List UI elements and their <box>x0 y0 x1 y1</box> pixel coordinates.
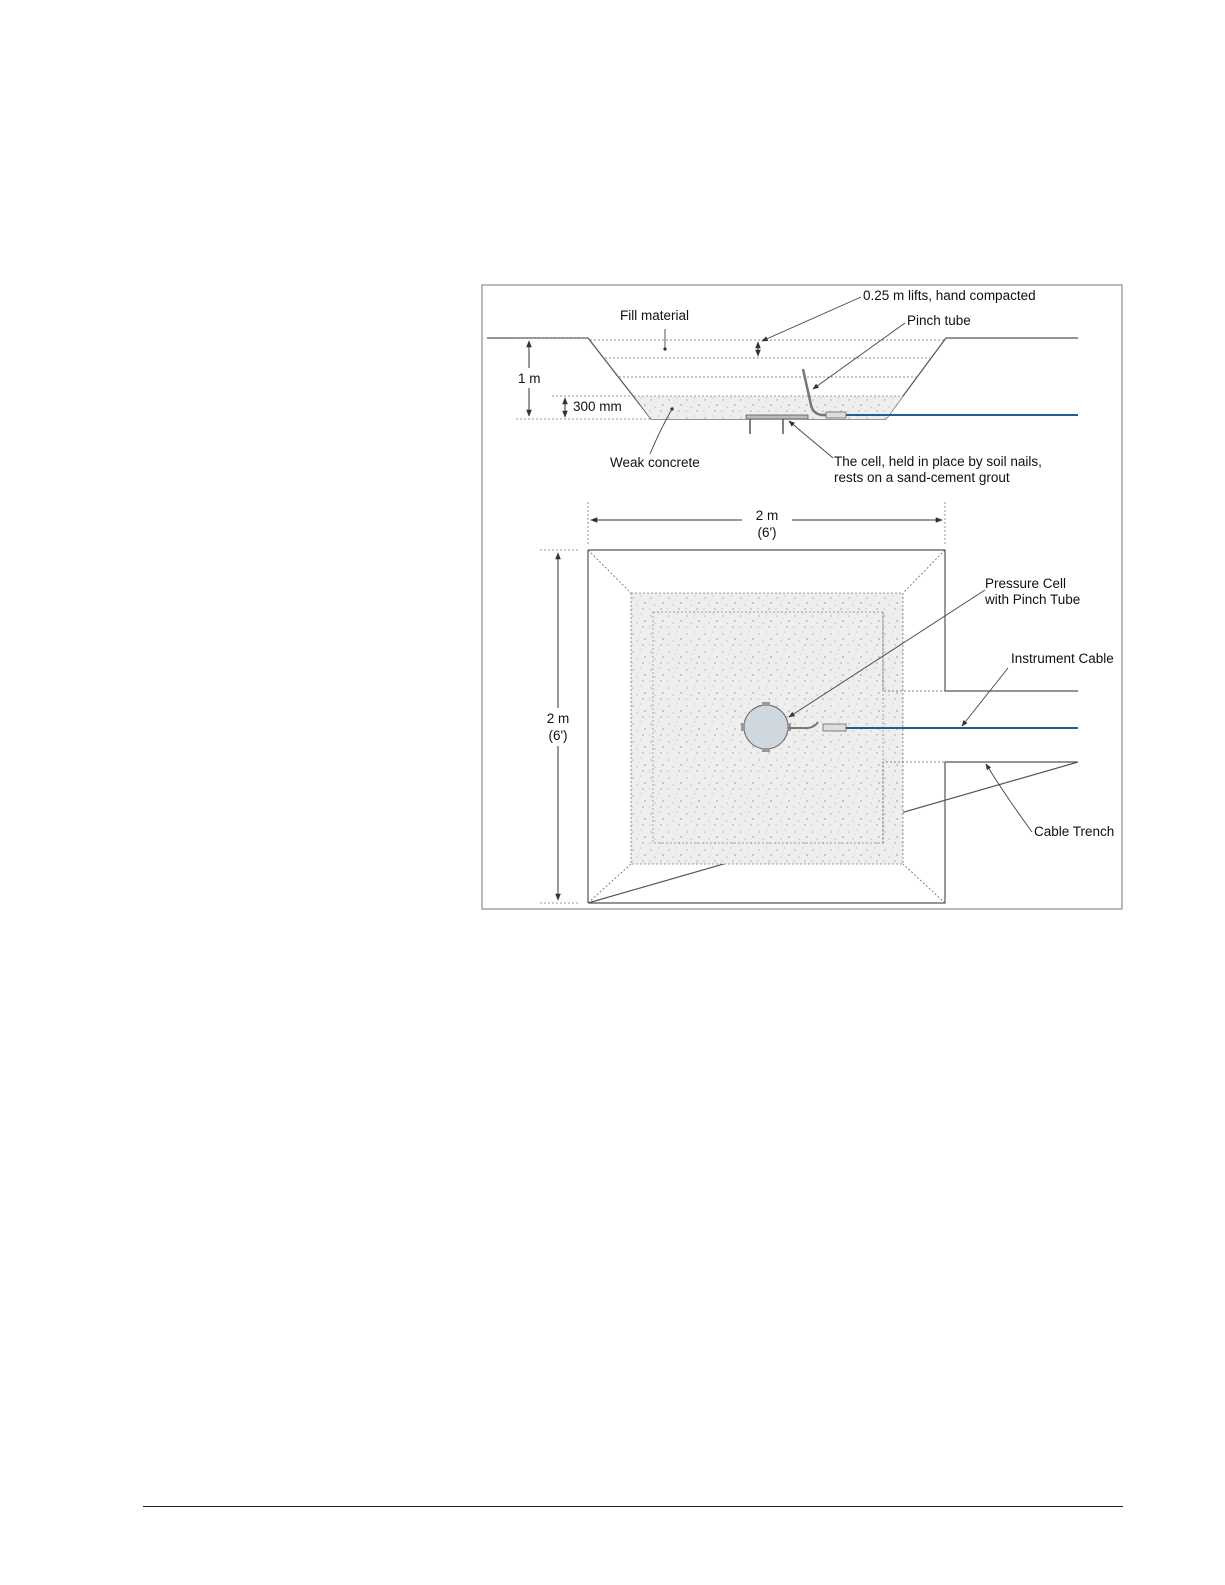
slope-corner <box>588 550 631 593</box>
label-pinch-tube: Pinch tube <box>907 313 971 328</box>
dim-depth-label: 1 m <box>518 371 541 386</box>
label-lifts: 0.25 m lifts, hand compacted <box>863 288 1036 303</box>
leader-cable-trench <box>986 764 1032 832</box>
plan-cable-connector <box>823 724 846 731</box>
leader-lifts <box>762 297 861 341</box>
footer-rule <box>143 1506 1123 1507</box>
section-pressure-cell <box>746 415 808 419</box>
label-instrument-cable: Instrument Cable <box>1011 651 1114 666</box>
section-cable-connector <box>826 412 846 418</box>
slope-corner <box>903 550 945 593</box>
label-cell-line1: The cell, held in place by soil nails, <box>834 454 1042 469</box>
dim-height-label-2: (6') <box>548 728 568 743</box>
section-view <box>487 288 1078 485</box>
label-cell-line2: rests on a sand-cement grout <box>834 470 1010 485</box>
leader-instrument-cable <box>962 668 1008 726</box>
slope-corner <box>903 864 945 903</box>
plan-view <box>538 502 1114 903</box>
dim-concrete-label: 300 mm <box>573 399 622 414</box>
label-pressure-cell-2: with Pinch Tube <box>985 592 1081 607</box>
label-pressure-cell-1: Pressure Cell <box>985 576 1067 591</box>
leader-pinch <box>813 323 905 389</box>
label-cable-trench: Cable Trench <box>1034 824 1115 839</box>
dim-width-label-2: (6') <box>757 525 777 540</box>
plan-pressure-cell <box>744 705 788 749</box>
dim-width-label-1: 2 m <box>755 508 779 523</box>
label-fill-material: Fill material <box>620 308 690 323</box>
leader-cell <box>789 421 833 458</box>
dim-height-label-1: 2 m <box>546 711 570 726</box>
label-weak-concrete: Weak concrete <box>610 455 700 470</box>
